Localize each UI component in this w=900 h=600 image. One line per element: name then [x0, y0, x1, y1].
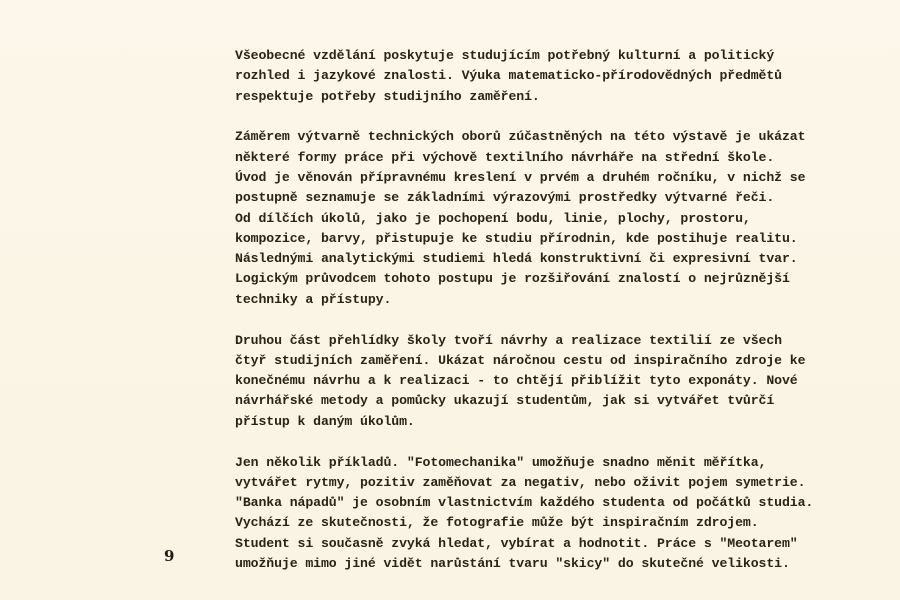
text-line: Záměrem výtvarně technických oborů zúčastněných na této výstavě je ukázat: [235, 129, 806, 145]
page-number: 9: [164, 547, 175, 565]
text-line: techniky a přístupy.: [235, 291, 392, 307]
paragraph-textile-designs: [235, 331, 855, 432]
text-line: Student si současně zvyká hledat, vybírat a hodnotit. Práce s "Meotarem": [235, 535, 798, 551]
paragraph-general-education: [235, 46, 855, 107]
text-line: Vychází ze skutečnosti, že fotografie může být inspiračním zdrojem.: [235, 515, 759, 531]
text-line: čtyř studijních zaměření. Ukázat náročnou cestu od inspiračního zdroje ke: [235, 352, 806, 368]
paragraph-examples: [235, 453, 855, 575]
text-line: rozhled i jazykové znalosti. Výuka matematicko-přírodovědných předmětů: [235, 68, 782, 84]
text-line: Všeobecné vzdělání poskytuje studujícím potřebný kulturní a politický: [235, 48, 775, 63]
text-line: Jen několik příkladů. "Fotomechanika" umožňuje snadno měnit měřítka,: [235, 454, 767, 470]
paragraph-art-technical-fields: [235, 127, 855, 310]
text-line: vytvářet rytmy, pozitiv zaměňovat za negativ, nebo oživit pojem symetrie.: [235, 474, 806, 490]
text-line: návrhářské metody a pomůcky ukazují studentům, jak si vytvářet tvůrčí: [235, 393, 775, 409]
text-line: respektuje potřeby studijního zaměření.: [235, 88, 540, 104]
text-line: "Banka nápadů" je osobním vlastnictvím každého studenta od počátků studia.: [235, 495, 814, 511]
body-text: [235, 46, 855, 595]
text-line: Od dílčích úkolů, jako je pochopení bodu, linie, plochy, prostoru,: [235, 210, 751, 226]
text-line: umožňuje mimo jiné vidět narůstání tvaru "skicy" do skutečné velikosti.: [235, 556, 790, 572]
text-line: Úvod je věnován přípravnému kreslení v prvém a druhém ročníku, v nichž se: [235, 169, 806, 185]
text-line: Logickým průvodcem tohoto postupu je rozšiřování znalostí o nejrůznější: [235, 271, 790, 287]
text-line: postupně seznamuje se základními výrazovými prostředky výtvarné řeči.: [235, 190, 775, 206]
text-line: Následnými analytickými studiemi hledá konstruktivní či expresivní tvar.: [235, 251, 798, 267]
text-line: některé formy práce při výchově textilního návrháře na střední škole.: [235, 149, 775, 165]
text-line: přístup k daným úkolům.: [235, 413, 415, 429]
text-line: Druhou část přehlídky školy tvoří návrhy a realizace textilií ze všech: [235, 332, 782, 348]
text-line: kompozice, barvy, přistupuje ke studiu přírodnin, kde postihuje realitu.: [235, 230, 798, 246]
text-line: konečnému návrhu a k realizaci - to chtějí přiblížit tyto exponáty. Nové: [235, 373, 798, 389]
